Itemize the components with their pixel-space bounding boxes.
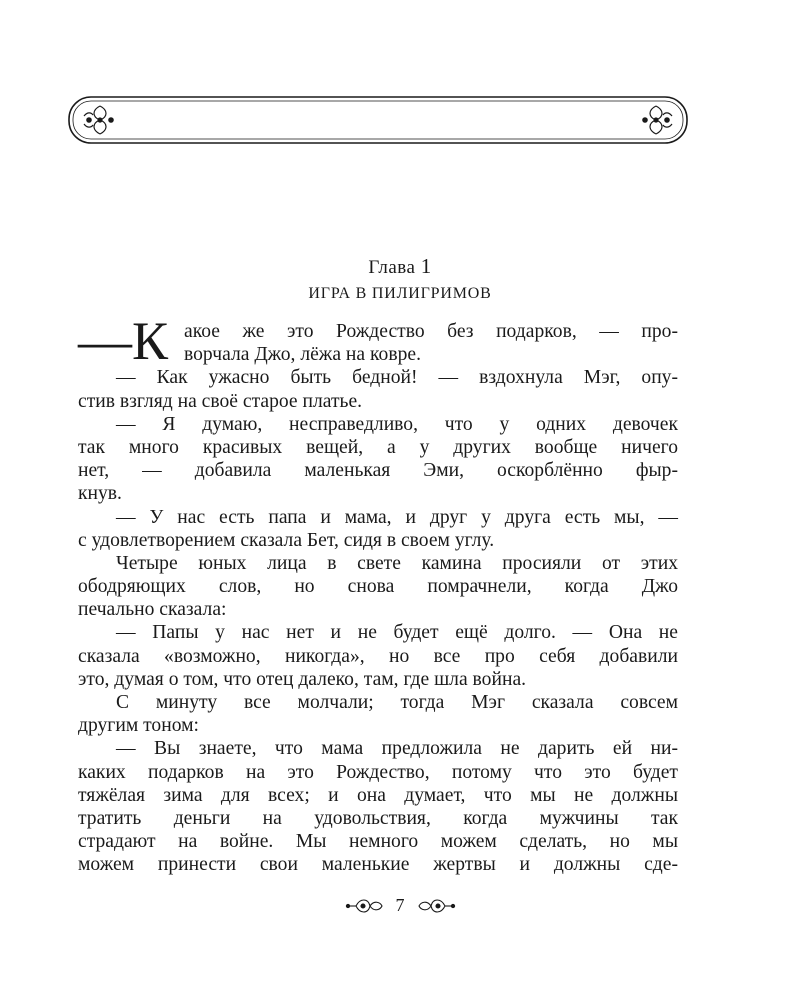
dropcap-paragraph: [78, 311, 678, 371]
text-line: стив взгляд на своё старое платье.: [78, 390, 363, 412]
body-text: [78, 311, 678, 877]
chapter-number: [0, 254, 800, 279]
footer-flourish-right-icon: [417, 896, 457, 916]
text-line: — У нас есть папа и мама, и друг у друга есть мы, —: [116, 506, 678, 528]
flourish-right-icon: [643, 106, 672, 134]
text-line: — Как ужасно быть бедной! — вздохнула Мэг, опу-: [116, 367, 678, 389]
text-line: акое же это Рождество без подарков, — про-: [184, 321, 678, 342]
text-line: каких подарков на это Рождество, потому что это будет: [78, 761, 678, 783]
chapter-title: ИГРА В ПИЛИГРИМОВ: [308, 285, 492, 302]
text-line: сказала «возможно, никогда», но все про себя добавили: [78, 645, 678, 667]
footer-flourish-left-icon: [344, 896, 384, 916]
text-line: — Я думаю, несправедливо, что у одних девочек: [116, 413, 678, 435]
text-line: — Вы знаете, что мама предложила не дарить ей ни-: [116, 738, 678, 760]
page-number: 7: [395, 895, 405, 915]
text-line: можем принести свои маленькие жертвы и должны сде-: [78, 854, 678, 876]
chapter-header-frame: [68, 96, 688, 144]
text-line: ободряющих слов, но снова помрачнели, когда Джо: [78, 576, 678, 598]
flourish-left-icon: [84, 106, 113, 134]
text-line: — Папы у нас нет и не будет ещё долго. — Она не: [116, 622, 678, 644]
dropcap: —К: [78, 311, 169, 371]
text-line: тяжёлая зима для всех; и она думает, что мы не должны: [78, 784, 678, 806]
text-line: тратить деньги на удовольствия, когда мужчины так: [78, 807, 678, 829]
text-line: ворчала Джо, лёжа на ковре.: [184, 344, 421, 366]
text-line: Четыре юных лица в свете камина просияли от этих: [116, 552, 678, 574]
text-line: печально сказала:: [78, 599, 227, 621]
text-line: нет, — добавила маленькая Эми, оскорблённо фыр-: [78, 460, 678, 482]
text-line: так много красивых вещей, а у других вообще ничего: [78, 436, 678, 458]
text-line: другим тоном:: [78, 715, 199, 737]
text-line: это, думая о том, что отец далеко, там, где шла война.: [78, 668, 527, 690]
text-line: С минуту все молчали; тогда Мэг сказала совсем: [116, 692, 678, 713]
page-footer: [0, 895, 800, 916]
text-line: кнув.: [78, 483, 122, 505]
chapter-number-value: 1: [420, 254, 432, 278]
text-line: страдают на войне. Мы немного можем сделать, но мы: [78, 831, 678, 853]
text-line: с удовлетворением сказала Бет, сидя в своем углу.: [78, 529, 495, 551]
chapter-label: Глава: [368, 257, 416, 278]
